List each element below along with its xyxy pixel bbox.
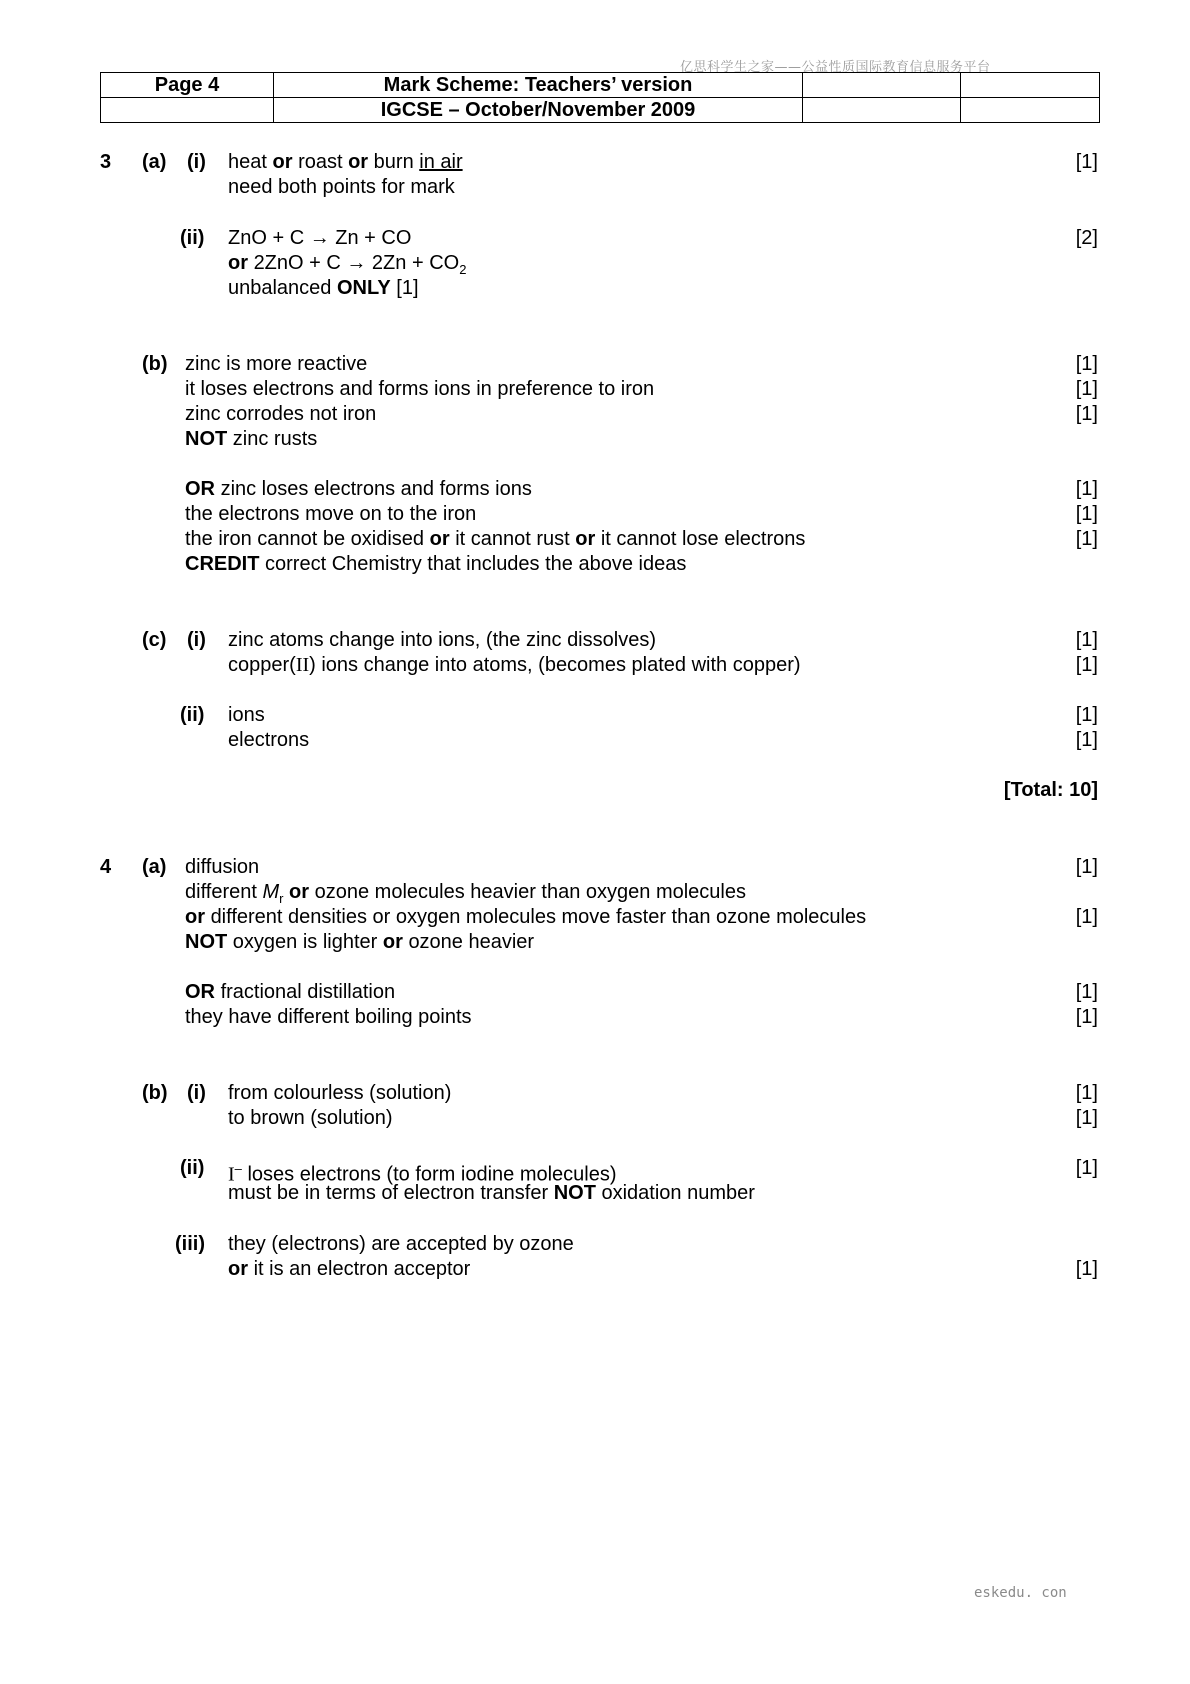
answer-line: they (electrons) are accepted by ozone (228, 1233, 574, 1255)
header-empty-cell (803, 73, 961, 98)
answer-line: zinc is more reactive (185, 353, 368, 375)
mark: [1] (1075, 353, 1098, 375)
mark: [1] (1075, 906, 1098, 928)
header-title: Mark Scheme: Teachers’ version (274, 73, 803, 98)
equation: or $2ZnO + C \to 2Zn + CO_2$ (228, 252, 467, 277)
answer-line: from colourless (solution) (228, 1082, 452, 1104)
header-table (100, 72, 1100, 123)
mark: [1] (1075, 1006, 1098, 1028)
answer-note: NOT zinc rusts (185, 428, 318, 450)
mark: [1] (1075, 856, 1098, 878)
part-label: (c) (142, 629, 167, 651)
answer-line: or it is an electron acceptor (228, 1258, 471, 1280)
header-subtitle: IGCSE – October/November 2009 (274, 98, 803, 123)
header-empty-cell (961, 98, 1100, 123)
answer-line: zinc atoms change into ions, (the zinc dissolves) (228, 629, 656, 651)
answer-line: diffusion (185, 856, 260, 878)
subpart-label: (iii) (175, 1233, 205, 1255)
subpart-label: (ii) (180, 704, 205, 726)
answer-line: zinc corrodes not iron (185, 403, 377, 425)
answer-line: to brown (solution) (228, 1107, 393, 1129)
question-number: 4 (100, 856, 112, 878)
mark: [1] (1075, 654, 1098, 676)
mark: [1] (1075, 1258, 1098, 1280)
watermark: 亿思科学生之家——公益性质国际教育信息服务平台 (680, 60, 991, 75)
subpart-label: (ii) (180, 1157, 205, 1179)
answer-note: NOT oxygen is lighter or ozone heavier (185, 931, 535, 953)
answer-line: they have different boiling points (185, 1006, 472, 1028)
mark: [1] (1075, 981, 1098, 1003)
mark: [1] (1075, 478, 1098, 500)
subpart-label: (i) (187, 151, 206, 173)
subpart-label: (i) (187, 1082, 206, 1104)
mark: [1] (1075, 1107, 1098, 1129)
answer-line: OR fractional distillation (185, 981, 396, 1003)
question-number: 3 (100, 151, 112, 173)
mark: [2] (1075, 227, 1098, 249)
part-label: (a) (142, 856, 167, 878)
mark: [1] (1075, 1082, 1098, 1104)
answer-line: copper(II) ions change into atoms, (becomes plated with copper) (228, 654, 801, 676)
equation: ZnO + C → Zn + CO (228, 227, 412, 249)
mark: [1] (1075, 528, 1098, 550)
part-label: (b) (142, 353, 168, 375)
answer-line: OR zinc loses electrons and forms ions (185, 478, 532, 500)
answer-line: electrons (228, 729, 310, 751)
subpart-label: (ii) (180, 227, 205, 249)
subpart-label: (i) (187, 629, 206, 651)
part-label: (b) (142, 1082, 168, 1104)
answer-line: different $M_r$ or ozone molecules heavier than oxygen molecules (185, 881, 746, 906)
answer-note: need both points for mark (228, 176, 455, 198)
mark: [1] (1075, 729, 1098, 751)
mark: [1] (1075, 1157, 1098, 1179)
header-empty-cell (803, 98, 961, 123)
answer-line: I– loses electrons (to form iodine molecules) (228, 1161, 617, 1186)
mark: [1] (1075, 378, 1098, 400)
page-number: Page 4 (101, 73, 274, 98)
mark: [1] (1075, 704, 1098, 726)
answer-line: heat or roast or burn in air (228, 151, 463, 173)
answer-line: the electrons move on to the iron (185, 503, 477, 525)
answer-note: CREDIT correct Chemistry that includes the above ideas (185, 553, 687, 575)
answer-note: unbalanced ONLY [1] (228, 277, 419, 299)
mark: [1] (1075, 503, 1098, 525)
answer-line: the iron cannot be oxidised or it cannot rust or it cannot lose electrons (185, 528, 806, 550)
header-empty-cell (101, 98, 274, 123)
mark: [1] (1075, 151, 1098, 173)
total-marks: [Total: 10] (1003, 779, 1098, 801)
footer-watermark: eskedu. con (974, 1585, 1067, 1601)
answer-line: or different densities or oxygen molecules move faster than ozone molecules (185, 906, 867, 928)
answer-line: ions (228, 704, 265, 726)
part-label: (a) (142, 151, 167, 173)
header-empty-cell (961, 73, 1100, 98)
answer-note: must be in terms of electron transfer NOT oxidation number (228, 1182, 755, 1204)
mark: [1] (1075, 403, 1098, 425)
answer-line: it loses electrons and forms ions in preference to iron (185, 378, 655, 400)
mark: [1] (1075, 629, 1098, 651)
